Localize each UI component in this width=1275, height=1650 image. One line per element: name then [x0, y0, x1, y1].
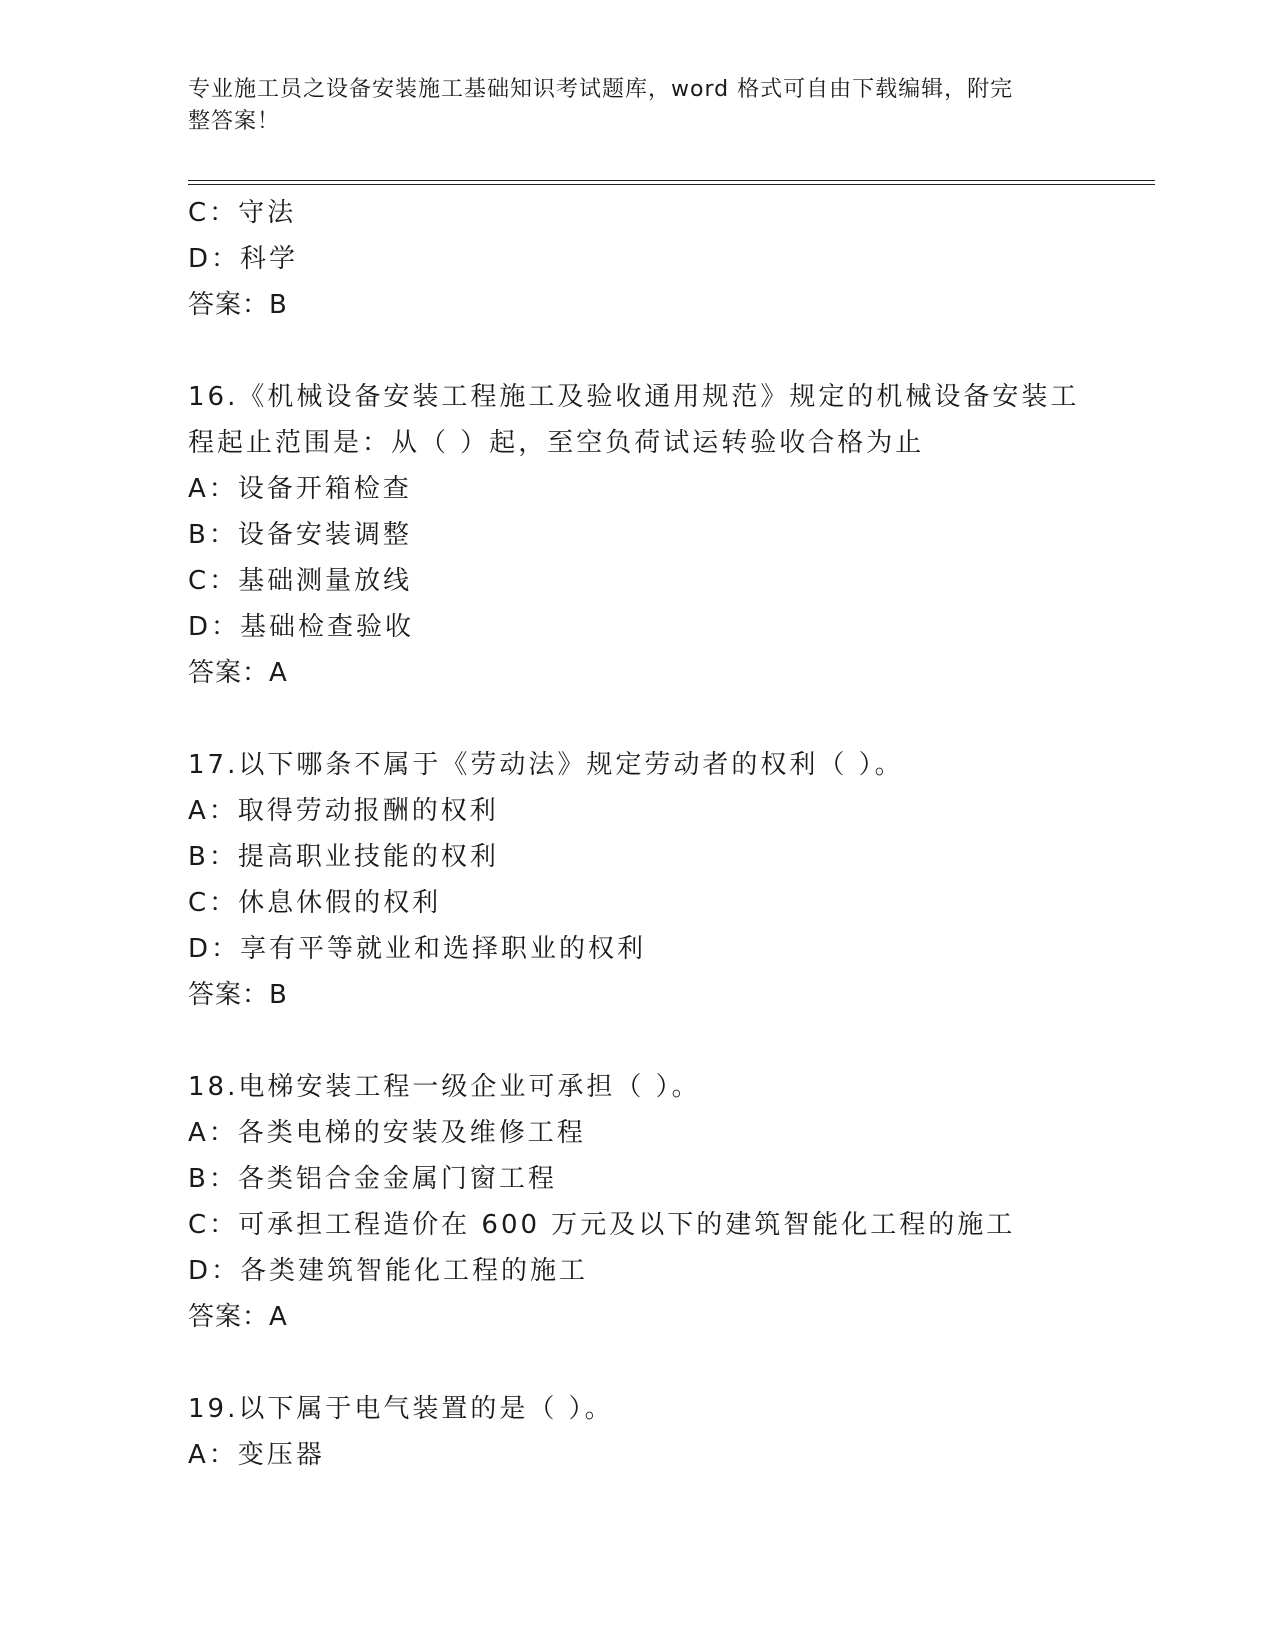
question-17 [188, 742, 1148, 1018]
question-18 [188, 1064, 1148, 1340]
header-divider-bottom [188, 184, 1155, 185]
option-b: B：各类铝合金金属门窗工程 [188, 1164, 557, 1194]
question-stem: 18.电梯安装工程一级企业可承担（ ）。 [188, 1072, 701, 1102]
spacer [188, 1018, 1148, 1064]
option-a: A：各类电梯的安装及维修工程 [188, 1118, 586, 1148]
option-d: D：基础检查验收 [188, 612, 415, 642]
option-c: C：基础测量放线 [188, 566, 413, 596]
header-line-2: 整答案！ [188, 109, 281, 134]
option-c: C：可承担工程造价在 600 万元及以下的建筑智能化工程的施工 [188, 1210, 1016, 1240]
spacer [188, 696, 1148, 742]
question-stem: 17.以下哪条不属于《劳动法》规定劳动者的权利（ ）。 [188, 750, 904, 780]
option-a: A：变压器 [188, 1440, 325, 1470]
header-divider-top [188, 180, 1155, 181]
spacer [188, 1340, 1148, 1386]
question-stem: 16.《机械设备安装工程施工及验收通用规范》规定的机械设备安装工 [188, 382, 1080, 412]
question-stem: 19.以下属于电气装置的是（ ）。 [188, 1394, 614, 1424]
spacer [188, 328, 1148, 374]
prev-question-block [188, 190, 1148, 328]
option-a: A：取得劳动报酬的权利 [188, 796, 499, 826]
option-c: C：守法 [188, 198, 297, 228]
option-a: A：设备开箱检查 [188, 474, 412, 504]
option-d: D：享有平等就业和选择职业的权利 [188, 934, 647, 964]
header-line-1: 专业施工员之设备安装施工基础知识考试题库，word 格式可自由下载编辑，附完 [188, 77, 1014, 102]
answer-line: 答案：B [188, 980, 288, 1010]
option-c: C：休息休假的权利 [188, 888, 442, 918]
option-d: D：各类建筑智能化工程的施工 [188, 1256, 589, 1286]
answer-line: 答案：A [188, 658, 288, 688]
answer-line: 答案：A [188, 1302, 288, 1332]
option-b: B：提高职业技能的权利 [188, 842, 499, 872]
question-16 [188, 374, 1148, 696]
question-stem: 程起止范围是：从（ ）起，至空负荷试运转验收合格为止 [188, 428, 925, 458]
question-19 [188, 1386, 1148, 1478]
option-b: B：设备安装调整 [188, 520, 412, 550]
answer-line: 答案：B [188, 290, 288, 320]
question-list [188, 190, 1148, 1478]
document-header [188, 74, 1068, 138]
option-d: D：科学 [188, 244, 299, 274]
